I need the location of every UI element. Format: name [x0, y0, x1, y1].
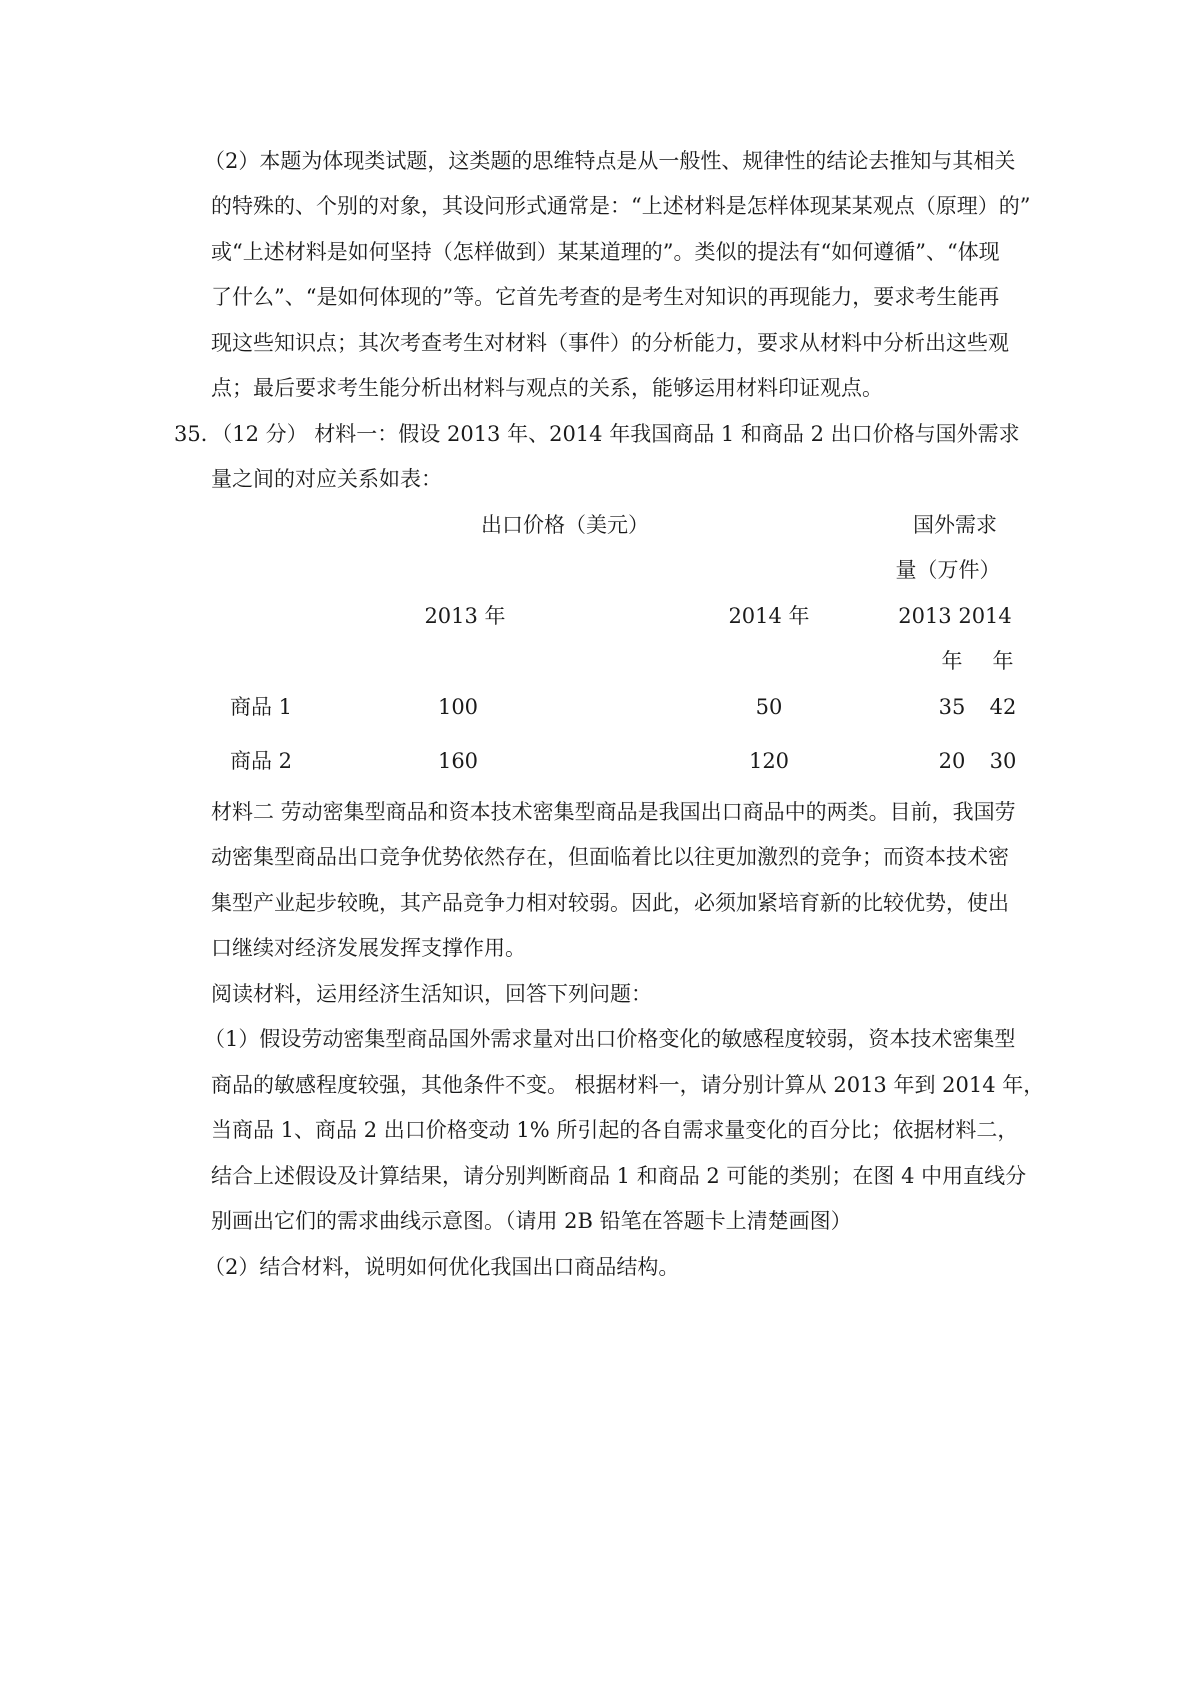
header-year-2014: 2014 年 [728, 604, 810, 628]
question-35-heading: 35．（12 分） 材料一：假设 2013 年、2014 年我国商品 1 和商品 2 出口价格与国外需求 [174, 422, 1020, 446]
intro-line: 了什么”、“是如何体现的”等。它首先考查的是考生对知识的再现能力，要求考生能再 [211, 285, 1000, 309]
demand-2014-cell: 30 [989, 749, 1017, 773]
header-demand-year-unit: 年 [992, 649, 1014, 673]
demand-2014-cell: 42 [989, 695, 1017, 719]
row-label: 商品 1 [230, 695, 293, 719]
subquestion-1-line: 结合上述假设及计算结果，请分别判断商品 1 和商品 2 可能的类别；在图 4 中用直线分 [211, 1164, 1027, 1188]
material-2-line: 材料二 劳动密集型商品和资本技术密集型商品是我国出口商品中的两类。目前，我国劳 [211, 800, 1016, 824]
intro-line: 点；最后要求考生能分析出材料与观点的关系，能够运用材料印证观点。 [211, 376, 883, 400]
price-2013-cell: 160 [437, 749, 479, 773]
header-demand-years: 2013 2014 [898, 604, 1012, 628]
demand-2013-cell: 20 [938, 749, 966, 773]
subquestion-1-line: 当商品 1、商品 2 出口价格变动 1% 所引起的各自需求量变化的百分比；依据材料二， [211, 1118, 1019, 1142]
intro-line: 或“上述材料是如何坚持（怎样做到）某某道理的”。类似的提法有“如何遵循”、“体现 [211, 240, 1000, 264]
price-2014-cell: 120 [748, 749, 790, 773]
header-foreign-demand-unit: 量（万件） [895, 558, 1001, 582]
subquestion-1-line: （1）假设劳动密集型商品国外需求量对出口价格变化的敏感程度较弱，资本技术密集型 [204, 1027, 1016, 1051]
question-35-line: 量之间的对应关系如表： [211, 467, 442, 491]
header-foreign-demand: 国外需求 [913, 513, 997, 537]
price-2013-cell: 100 [437, 695, 479, 719]
header-demand-year-unit: 年 [941, 649, 963, 673]
row-label: 商品 2 [230, 749, 293, 773]
subquestion-1-line: 商品的敏感程度较强，其他条件不变。 根据材料一，请分别计算从 2013 年到 2014 年， [211, 1073, 1045, 1097]
header-export-price: 出口价格（美元） [481, 513, 649, 537]
intro-line: （2）本题为体现类试题，这类题的思维特点是从一般性、规律性的结论去推知与其相关 [204, 149, 1016, 173]
material-2-line: 集型产业起步较晚，其产品竞争力相对较弱。因此，必须加紧培育新的比较优势，使出 [211, 891, 1009, 915]
material-2-line: 口继续对经济发展发挥支撑作用。 [211, 936, 526, 960]
material-2-line: 动密集型商品出口竞争优势依然存在，但面临着比以往更加激烈的竞争；而资本技术密 [211, 845, 1009, 869]
subquestion-1-line: 别画出它们的需求曲线示意图。（请用 2B 铅笔在答题卡上清楚画图） [211, 1209, 852, 1233]
price-2014-cell: 50 [755, 695, 783, 719]
instruction-text: 阅读材料，运用经济生活知识，回答下列问题： [211, 982, 652, 1006]
header-year-2013: 2013 年 [424, 604, 506, 628]
intro-line: 的特殊的、个别的对象，其设问形式通常是：“上述材料是怎样体现某某观点（原理）的” [211, 194, 1031, 218]
demand-2013-cell: 35 [938, 695, 966, 719]
intro-line: 现这些知识点；其次考查考生对材料（事件）的分析能力，要求从材料中分析出这些观 [211, 331, 1009, 355]
subquestion-2: （2）结合材料，说明如何优化我国出口商品结构。 [204, 1255, 680, 1279]
